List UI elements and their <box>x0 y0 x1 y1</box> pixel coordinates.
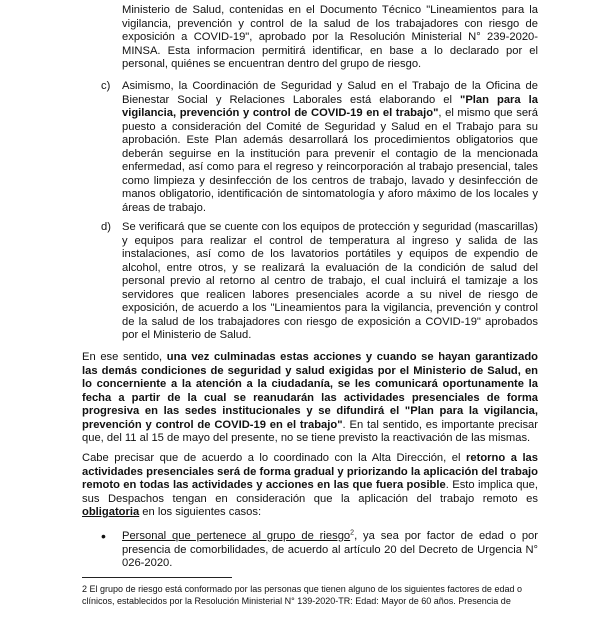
para-1-text-2: . En tal sentido, es importante precisar que, del 11 al 15 de mayo del presente, no se tiene previsto la reactivación de las mismas. <box>82 418 538 444</box>
bullet-item-grupo-riesgo <box>122 530 538 571</box>
paragraph-cabe-precisar <box>82 452 538 520</box>
para-2-bold: retorno a las actividades presenciales será de forma gradual y priorizando la aplicación del trabajo remoto en todas las actividades y acciones en las que fuera posible <box>82 452 538 491</box>
item-c-plan-title: "Plan para la vigilancia, prevención y control de COVID-19 en el trabajo" <box>122 93 538 119</box>
para-2-text-2: . Esto implica que, sus Despachos tengan en consideración que la aplicación del trabajo remoto es <box>82 479 538 505</box>
item-c-text <box>122 80 538 215</box>
para-2-text-3: en los siguientes casos: <box>139 506 262 518</box>
footnote-ref[interactable]: 2 <box>350 529 355 537</box>
footnote-number: 2 <box>82 584 88 594</box>
item-d-text: Se verificará que se cuente con los equipos de protección y seguridad (mascarillas) y equipos para realizar el control de temperatura al ingreso y salida de las instalaciones, así como de los lavatorios portátiles y equipos de expendio de alcohol, entre otros, y se realizará la evaluación de la condición de salud del personal previo al retorno al centro de trabajo, el cual incluirá el tamizaje a los servidores que realicen labores presenciales acorde a su nivel de riesgo de exposición, de acuerdo a los "Lineamientos para la vigilancia, prevención y control de la salud de los trabajadores con riesgo de exposición a COVID-19" aprobados por el Ministerio de Salud. <box>122 221 538 341</box>
item-d-marker: d) <box>101 221 111 233</box>
obligatoria-word: obligatoria <box>82 506 140 518</box>
footnote-divider <box>82 577 232 578</box>
item-c-text-2: , el mismo que será puesto a consideración del Comité de Seguridad y Salud en el Trabajo para su aprobación. Este Plan además desarrollará los procedimientos obligatorios que deberán seguirse en la institución para prevenir el contagio de la mencionada enfermedad, así como para el regreso y reincorporación al trabajo presencial, tales como limpieza y desinfección de los centros de trabajo, lavado y desinfección de manos obligatorio, identificación de sintomatología y aforo máximo de los locales y áreas de trabajo. <box>122 107 538 214</box>
bullet-dot-icon: • <box>101 528 106 544</box>
para-1-bold: una vez culminadas estas acciones y cuando se hayan garantizado las demás condiciones de seguridad y salud exigidas por el Ministerio de Salud, en lo concerniente a la atención a la ciudadanía, se les comunicará oportunamente la fecha a partir de la cual se reanudarán las actividades presenciales de forma progresiva en las sedes institucionales y se difundirá el "Plan para la vigilancia, prevención y control de COVID-19 en el trabajo" <box>82 351 538 431</box>
item-c-text-1: Asimismo, la Coordinación de Seguridad y Salud en el Trabajo de la Oficina de Bienestar Social y Relaciones Laborales está elaborando el <box>122 80 538 106</box>
para-1-text-1: En ese sentido, <box>82 351 167 363</box>
paragraph-en-ese-sentido <box>82 351 538 446</box>
item-b-continued: Ministerio de Salud, contenidas en el Documento Técnico "Lineamientos para la vigilancia, prevención y control de la salud de los trabajadores con riesgo de exposición a COVID-19", aprobado por la Resolución Ministerial N° 239-2020-MINSA. Esta informacion permitirá identificar, en base a lo declarado por el personal, quiénes se encuentran dentro del grupo de riesgo. <box>122 4 538 70</box>
footnote-text: El grupo de riesgo está conformado por las personas que tienen alguno de los siguientes factores de edad o clínicos, establecidos por la Resolución Ministerial N° 139-2020-TR: Edad: Mayor de 60 años. Presencia de <box>82 584 522 606</box>
item-c-marker: c) <box>101 80 111 92</box>
bullet-1-underlined: Personal que pertenece al grupo de riesgo <box>122 530 351 542</box>
footnote <box>82 583 522 607</box>
para-2-text-1: Cabe precisar que de acuerdo a lo coordinado con la Alta Dirección, el <box>82 452 467 464</box>
bullet-1-text: , ya sea por factor de edad o por presencia de comorbilidades, de acuerdo al artículo 20 del Decreto de Urgencia N° 026-2020. <box>122 530 539 569</box>
